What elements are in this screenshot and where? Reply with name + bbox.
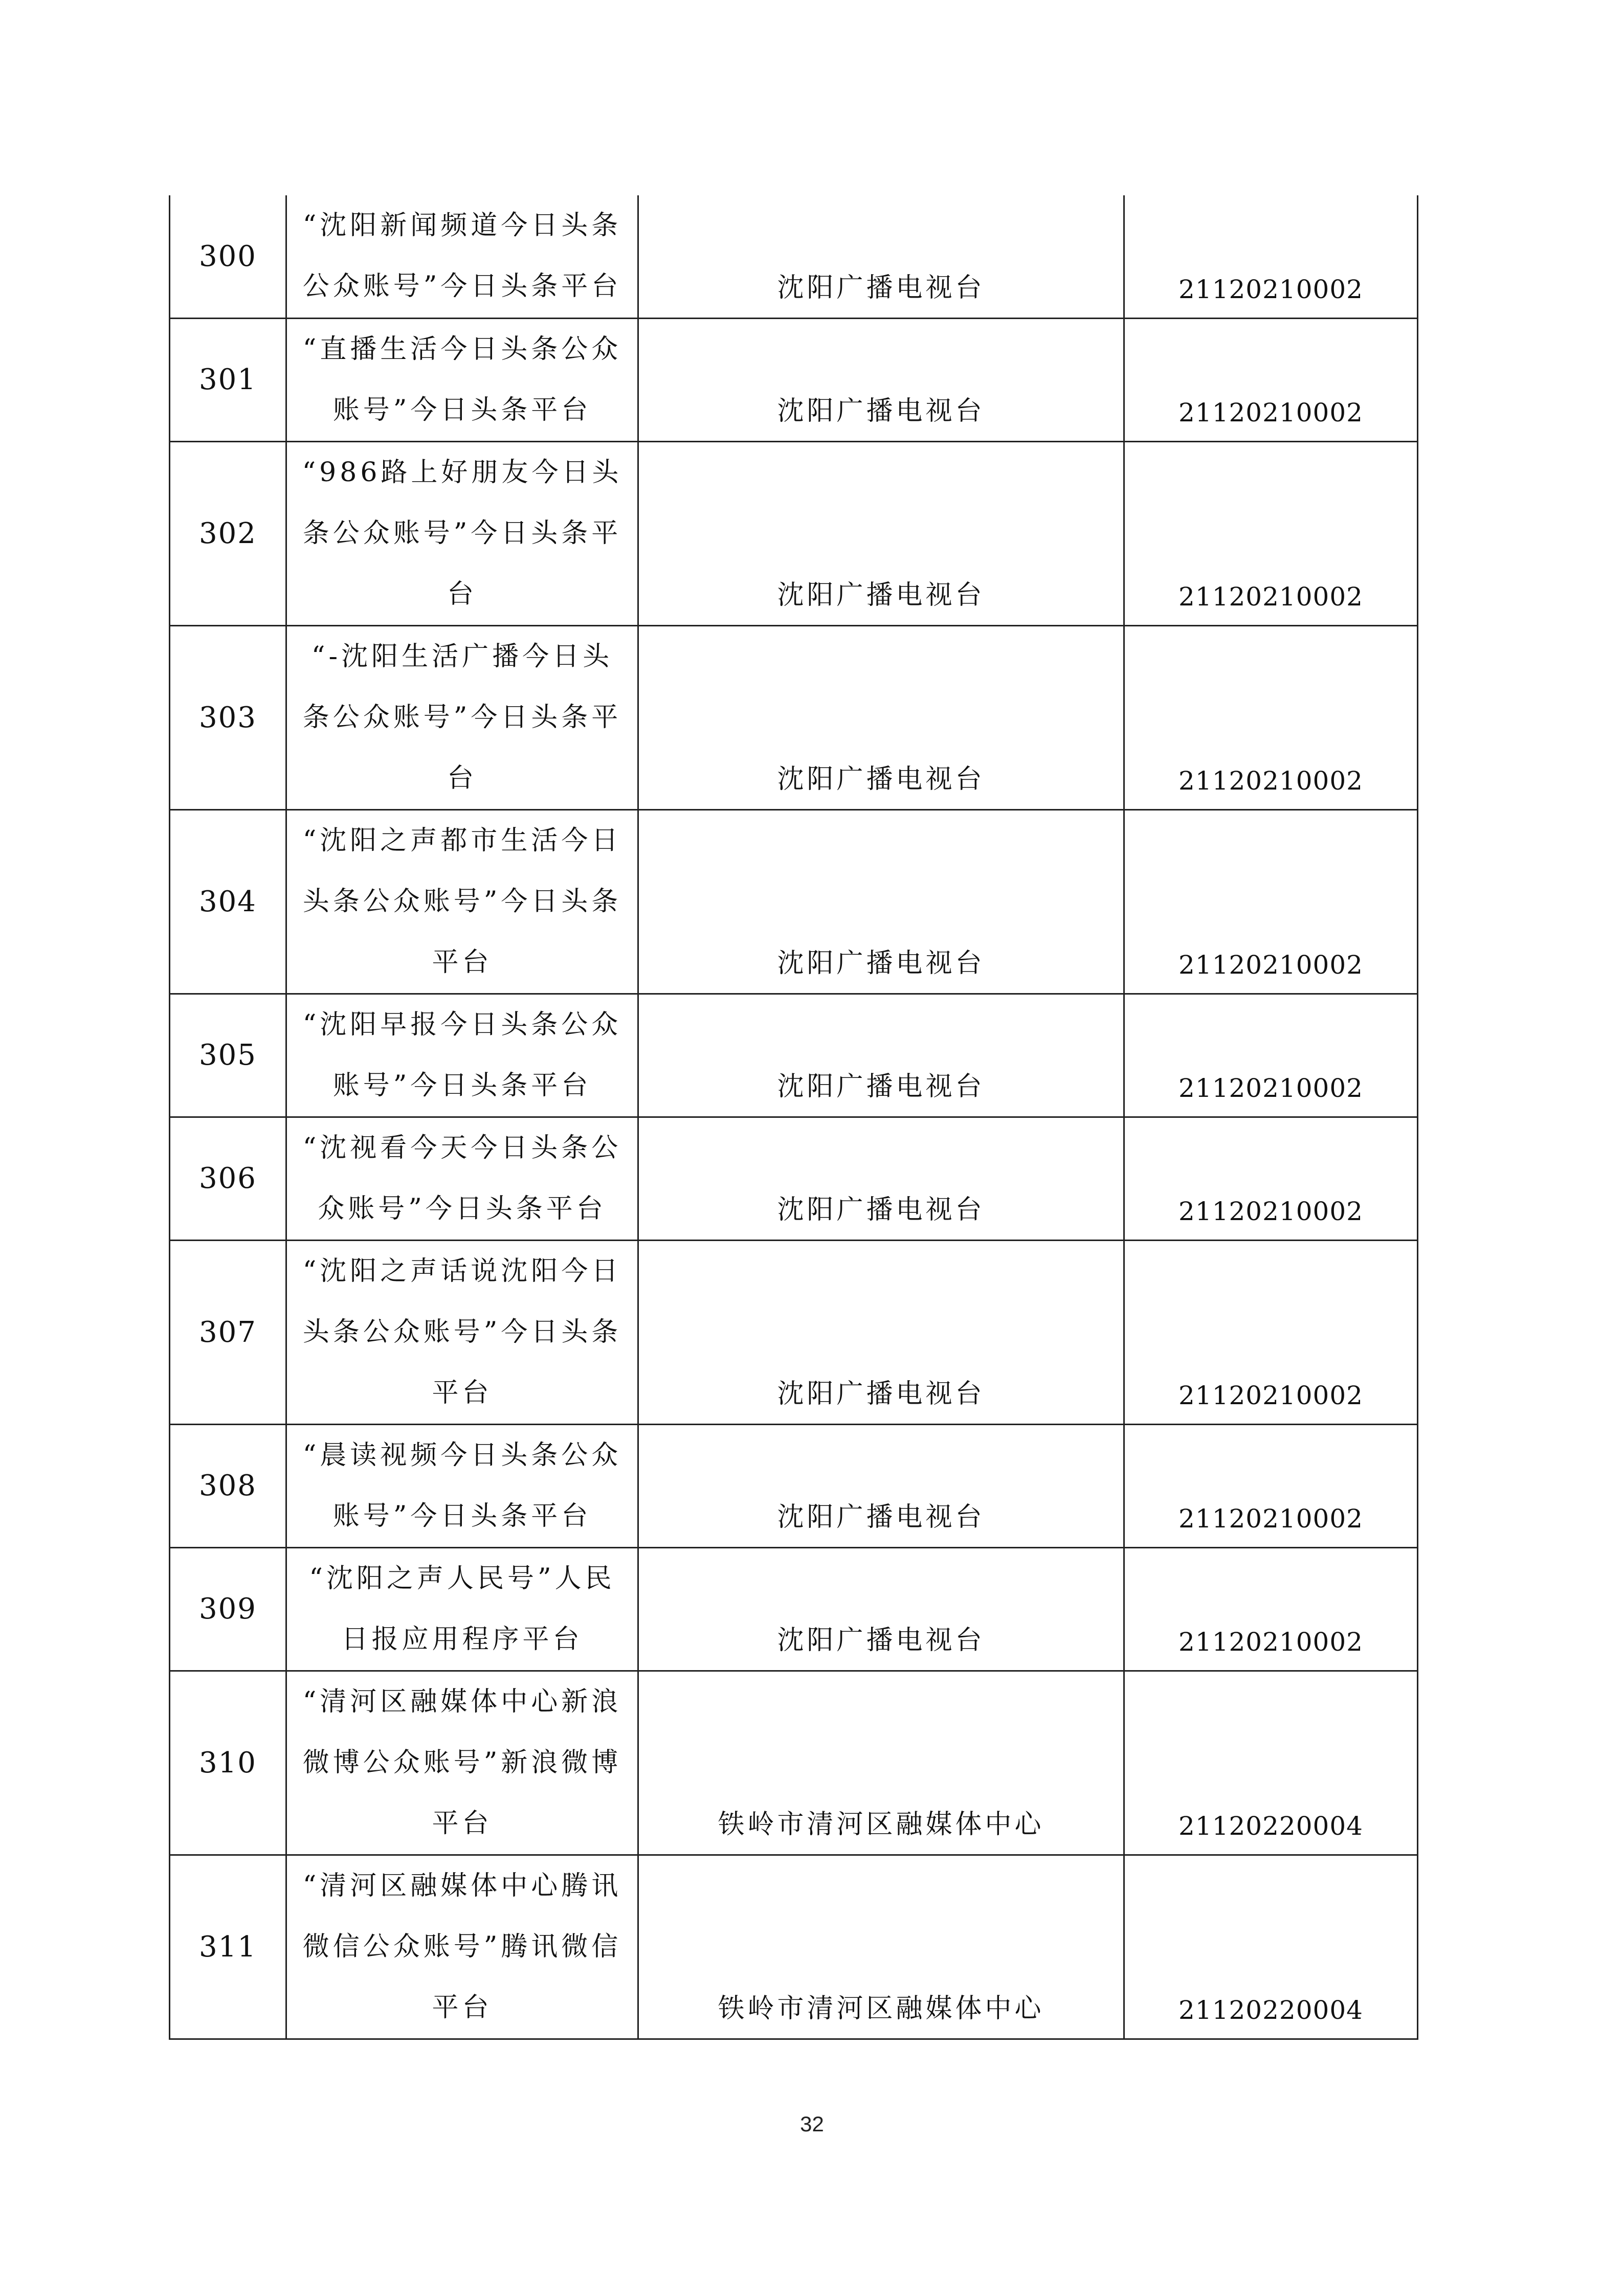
license-code: 21120210002 [1124, 1117, 1418, 1240]
account-name-text: “沈视看今天今日头条公众账号”今日头条平台 [302, 1132, 622, 1224]
account-name-text: “直播生活今日头条公众账号”今日头条平台 [302, 333, 622, 425]
organization-name: 沈阳广播电视台 [638, 1117, 1124, 1240]
table-row [170, 1855, 1418, 2039]
license-code: 21120220004 [1124, 1671, 1418, 1855]
row-number: 308 [170, 1424, 286, 1547]
license-code: 21120210002 [1124, 318, 1418, 441]
account-name [286, 195, 638, 318]
organization-name: 铁岭市清河区融媒体中心 [638, 1671, 1124, 1855]
organization-name: 沈阳广播电视台 [638, 809, 1124, 994]
page-number: 32 [800, 2112, 824, 2136]
row-number: 307 [170, 1240, 286, 1424]
account-name [286, 1424, 638, 1547]
license-code: 21120210002 [1124, 441, 1418, 625]
table-row [170, 1117, 1418, 1240]
table-row [170, 441, 1418, 625]
account-name-text: “清河区融媒体中心腾讯微信公众账号”腾讯微信平台 [302, 1870, 622, 2023]
table-row [170, 994, 1418, 1117]
table-row [170, 1424, 1418, 1547]
table-row [170, 625, 1418, 809]
license-code: 21120210002 [1124, 195, 1418, 318]
row-number: 309 [170, 1547, 286, 1671]
organization-name: 沈阳广播电视台 [638, 1240, 1124, 1424]
row-number: 306 [170, 1117, 286, 1240]
organization-name: 沈阳广播电视台 [638, 1547, 1124, 1671]
table-row [170, 1547, 1418, 1671]
account-name [286, 1547, 638, 1671]
row-number: 302 [170, 441, 286, 625]
row-number: 303 [170, 625, 286, 809]
row-number: 311 [170, 1855, 286, 2039]
license-code: 21120210002 [1124, 1547, 1418, 1671]
license-code: 21120210002 [1124, 809, 1418, 994]
account-name [286, 1240, 638, 1424]
license-code: 21120210002 [1124, 625, 1418, 809]
organization-name: 沈阳广播电视台 [638, 318, 1124, 441]
organization-name: 沈阳广播电视台 [638, 1424, 1124, 1547]
table-row [170, 1240, 1418, 1424]
row-number: 305 [170, 994, 286, 1117]
organization-name: 铁岭市清河区融媒体中心 [638, 1855, 1124, 2039]
organization-name: 沈阳广播电视台 [638, 441, 1124, 625]
row-number: 300 [170, 195, 286, 318]
row-number: 304 [170, 809, 286, 994]
account-name [286, 318, 638, 441]
table-row [170, 195, 1418, 318]
account-name [286, 1855, 638, 2039]
account-name-text: “沈阳之声话说沈阳今日头条公众账号”今日头条平台 [302, 1255, 622, 1408]
account-name [286, 625, 638, 809]
account-name [286, 441, 638, 625]
license-code: 21120210002 [1124, 1240, 1418, 1424]
account-name-text: “沈阳之声都市生活今日头条公众账号”今日头条平台 [302, 825, 622, 978]
account-name-text: “沈阳早报今日头条公众账号”今日头条平台 [302, 1009, 622, 1101]
account-name [286, 994, 638, 1117]
license-code: 21120220004 [1124, 1855, 1418, 2039]
registration-table [169, 195, 1418, 2040]
organization-name: 沈阳广播电视台 [638, 625, 1124, 809]
table-body [170, 195, 1418, 2039]
organization-name: 沈阳广播电视台 [638, 195, 1124, 318]
account-name-text: “晨读视频今日头条公众账号”今日头条平台 [302, 1439, 622, 1532]
account-name [286, 1117, 638, 1240]
account-name [286, 1671, 638, 1855]
account-name-text: “沈阳之声人民号”人民日报应用程序平台 [309, 1563, 615, 1655]
row-number: 310 [170, 1671, 286, 1855]
document-table-container [169, 195, 1417, 2040]
table-row [170, 809, 1418, 994]
table-row [170, 1671, 1418, 1855]
license-code: 21120210002 [1124, 994, 1418, 1117]
license-code: 21120210002 [1124, 1424, 1418, 1547]
table-row [170, 318, 1418, 441]
account-name-text: “986路上好朋友今日头条公众账号”今日头条平台 [302, 457, 622, 610]
account-name-text: “沈阳新闻频道今日头条公众账号”今日头条平台 [302, 210, 622, 302]
row-number: 301 [170, 318, 286, 441]
account-name-text: “清河区融媒体中心新浪微博公众账号”新浪微博平台 [302, 1686, 622, 1839]
organization-name: 沈阳广播电视台 [638, 994, 1124, 1117]
account-name-text: “-沈阳生活广播今日头条公众账号”今日头条平台 [302, 641, 622, 794]
account-name [286, 809, 638, 994]
